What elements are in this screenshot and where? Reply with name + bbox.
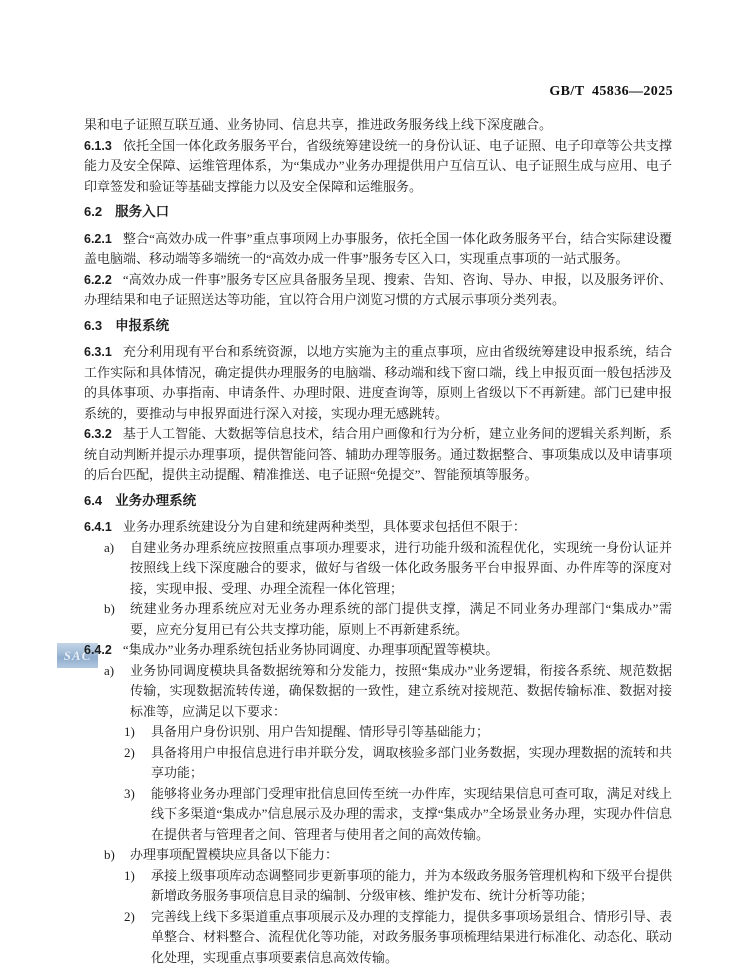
list-item-number: [84, 907, 672, 967]
list-item-number: [84, 866, 672, 907]
section-heading: [84, 202, 672, 223]
clause-text: 业务办理系统建设分为自建和统建两种类型，具体要求包括但不限于：: [122, 519, 526, 534]
clause-number: 6.2: [84, 204, 103, 219]
clause-paragraph: [84, 517, 672, 538]
list-marker: 2): [124, 744, 135, 760]
list-item-letter: [84, 845, 672, 866]
list-marker: 1): [124, 867, 135, 883]
list-marker: b): [104, 601, 115, 616]
clause-paragraph: [84, 270, 672, 311]
clause-number: 6.4.1: [84, 520, 112, 534]
clause-text: 完善线上线下多渠道重点事项展示及办理的支撑能力，提供多事项场景组合、情形引导、表单整合、材料整合、流程优化等功能，对政务服务事项梳理结果进行标准化、动态化、联动化处理，实现重点事项要素信息高效传输。: [151, 908, 672, 965]
document-content: [84, 115, 672, 967]
list-item-letter: [84, 599, 672, 640]
clause-text: 业务办理系统: [115, 492, 197, 508]
section-heading: [84, 491, 672, 512]
section-heading: [84, 316, 672, 337]
clause-number: 6.4: [84, 492, 103, 508]
list-marker: 3): [124, 785, 135, 801]
list-item-letter: [84, 661, 672, 723]
list-item-number: [84, 784, 672, 846]
clause-text: 能够将业务办理部门受理审批信息回传至统一办件库，实现结果信息可查可取，满足对线上线下多渠道“集成办”信息展示及办理的需求，支撑“集成办”全场景业务办理，实现办件信息在提供者与管理者之间、管理者与使用者之间的高效传输。: [151, 785, 672, 842]
clause-text: 基于人工智能、大数据等信息技术，结合用户画像和行为分析，建立业务间的逻辑关系判断，系统自动判断并提示办理事项，提供智能问答、辅助办理等服务。通过数据整合、事项集成以及申请事项的后台匹配，提供主动提醒、精准推送、电子证照“免提交”、智能预填等服务。: [84, 426, 672, 482]
clause-paragraph: [84, 115, 672, 136]
standard-code-header: GB/T 45836—2025: [549, 84, 673, 99]
clause-text: 依托全国一体化政务服务平台，省级统筹建设统一的身份认证、电子证照、电子印章等公共支撑能力及安全保障、运维管理体系，为“集成办”业务办理提供用户互信互认、电子证照生成与应用、电子印章签发和验证等基础支撑能力以及安全保障和运维服务。: [84, 137, 672, 194]
clause-text: 自建业务办理系统应按照重点事项办理要求，进行功能升级和流程优化，实现统一身份认证并按照线上线下深度融合的要求，做好与省级一体化政务服务平台申报界面、办件库等的深度对接，实现申报、受理、办理全流程一体化管理；: [130, 539, 672, 596]
list-marker: a): [104, 662, 115, 678]
list-marker: a): [104, 539, 115, 555]
clause-text: “集成办”业务办理系统包括业务协同调度、办理事项配置等模块。: [122, 642, 499, 657]
clause-text: 业务协同调度模块具备数据统筹和分发能力，按照“集成办”业务逻辑，衔接各系统、规范数据传输，实现数据流转传递，确保数据的一致性，建立系统对接规范、数据传输标准、数据对接标准等，应满足以下要求：: [130, 662, 672, 719]
clause-text: 服务入口: [115, 204, 170, 219]
clause-text: 果和电子证照互联互通、业务协同、信息共享，推进政务服务线上线下深度融合。: [84, 117, 553, 132]
clause-paragraph: [84, 229, 672, 270]
clause-text: 办理事项配置模块应具备以下能力：: [130, 847, 339, 862]
clause-number: 6.2.2: [84, 272, 112, 287]
clause-number: 6.3: [84, 317, 103, 333]
clause-number: 6.3.1: [84, 345, 112, 359]
clause-paragraph: [84, 640, 672, 661]
clause-text: 具备将用户申报信息进行串并联分发，调取核验多部门业务数据，实现办理数据的流转和共享功能；: [151, 744, 672, 780]
clause-text: 申报系统: [115, 317, 170, 333]
clause-paragraph: [84, 342, 672, 424]
clause-text: “高效办成一件事”服务专区应具备服务呈现、搜索、告知、咨询、导办、申报，以及服务评价、办理结果和电子证照送达等功能，宜以符合用户浏览习惯的方式展示事项分类列表。: [84, 271, 672, 307]
clause-paragraph: [84, 136, 672, 198]
clause-text: 统建业务办理系统应对无业务办理系统的部门提供支撑，满足不同业务办理部门“集成办”需要，应充分复用已有公共支撑功能，原则上不再新建系统。: [130, 601, 672, 637]
list-item-number: [84, 722, 672, 743]
list-item-letter: [84, 538, 672, 600]
sac-watermark: SAC: [57, 643, 98, 668]
clause-text: 承接上级事项库动态调整同步更新事项的能力，并为本级政务服务管理机构和下级平台提供新增政务服务事项信息目录的编制、分级审核、维护发布、统计分析等功能；: [151, 867, 672, 903]
clause-text: 整合“高效办成一件事”重点事项网上办事服务，依托全国一体化政务服务平台，结合实际建设覆盖电脑端、移动端等多端统一的“高效办成一件事”服务专区入口，实现重点事项的一站式服务。: [84, 230, 672, 266]
list-item-number: [84, 743, 672, 784]
clause-text: 充分利用现有平台和系统资源，以地方实施为主的重点事项，应由省级统筹建设申报系统，结合工作实际和具体情况，确定提供办理服务的电脑端、移动端和线下窗口端，线上申报页面一般包括涉及的具体事项、办事指南、申请条件、办理时限、进度查询等，原则上省级以下不再新建。部门已建申报系统的，要推动与申报界面进行深入对接，实现办理无感跳转。: [84, 344, 672, 421]
list-marker: 2): [124, 908, 135, 924]
list-marker: 1): [124, 724, 135, 739]
clause-text: 具备用户身份识别、用户告知提醒、情形导引等基础能力；: [151, 724, 490, 739]
clause-number: 6.3.2: [84, 427, 112, 441]
clause-number: 6.1.3: [84, 138, 112, 153]
clause-number: 6.4.2: [84, 643, 112, 657]
list-marker: b): [104, 847, 115, 862]
clause-paragraph: [84, 424, 672, 486]
clause-number: 6.2.1: [84, 231, 112, 246]
